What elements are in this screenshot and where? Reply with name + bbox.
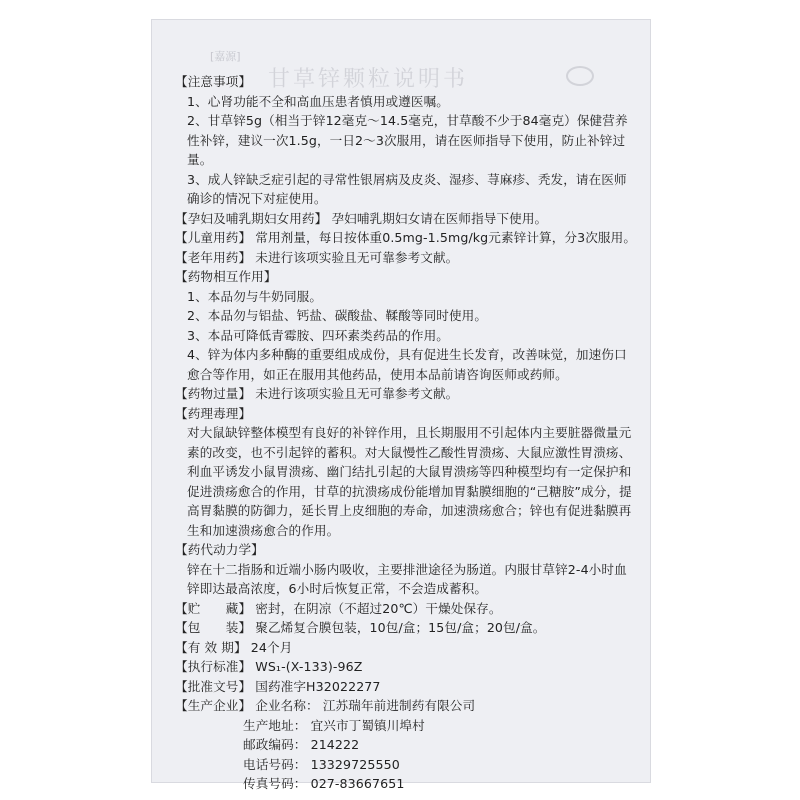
interactions-heading: 【药物相互作用】 [175, 269, 277, 284]
validity-section [175, 638, 637, 658]
manufacturer-value: 宜兴市丁蜀镇川埠村 [310, 717, 425, 733]
manufacturer-value: 江苏瑞年前进制药有限公司 [322, 698, 476, 713]
manufacturer-value: 027-83667651 [310, 776, 405, 791]
precaution-item: 1、心肾功能不全和高血压患者慎用或遵医嘱。 [187, 93, 449, 109]
pharmacokinetics-heading: 【药代动力学】 [175, 542, 264, 557]
manufacturer-line [175, 716, 637, 736]
package-heading: 【包 装】 [175, 620, 252, 635]
manufacturer-label: 生产地址： [243, 717, 307, 733]
manufacturer-value: 13329725550 [310, 756, 400, 772]
leaflet-content [175, 72, 637, 794]
bleed-through-title: 甘草锌颗粒说明书 [268, 67, 469, 92]
manufacturer-section [175, 696, 637, 794]
precaution-item: 2、甘草锌5g（相当于锌12毫克～14.5毫克，甘草酸不少于84毫克）保健营养性补锌，建议一次1.5g，一日2～3次服用，请在医师指导下使用，防止补锌过量。 [187, 113, 628, 167]
elderly-section [175, 248, 637, 268]
pharmacology-text: 对大鼠缺锌整体模型有良好的补锌作用，且长期服用不引起体内主要脏器微量元素的改变，也不引起锌的蓄积。对大鼠慢性乙酸性胃溃疡、大鼠应激性胃溃疡、利血平诱发小鼠胃溃疡、幽门结扎引起的大鼠胃溃疡等四种模型均有一定保护和促进溃疡愈合的作用，甘草的抗溃疡成份能增加胃黏膜细胞的“己糖胺”成分，提高胃黏膜的防御力，延长胃上皮细胞的寿命，加速溃疡愈合；锌也有促进黏膜再生和加速溃疡愈合的作用。 [187, 425, 632, 538]
pharmacology-heading: 【药理毒理】 [175, 405, 252, 421]
storage-section [175, 599, 637, 619]
manufacturer-heading: 【生产企业】 [175, 698, 252, 713]
interaction-item: 3、本品可降低青霉胺、四环素类药品的作用。 [187, 327, 449, 343]
interaction-item: 2、本品勿与铝盐、钙盐、碳酸盐、鞣酸等同时使用。 [187, 308, 488, 323]
interaction-item: 4、锌为体内多种酶的重要组成成份，具有促进生长发育，改善味觉，加速伤口愈合等作用，如正在服用其他药品，使用本品前请咨询医师或药师。 [187, 347, 627, 382]
manufacturer-label: 传真号码： [243, 776, 307, 791]
precaution-item: 3、成人锌缺乏症引起的寻常性银屑病及皮炎、湿疹、荨麻疹、秃发，请在医师确诊的情况下对症使用。 [187, 171, 627, 206]
manufacturer-label: 企业名称： [255, 698, 319, 713]
standard-section [175, 657, 637, 677]
interaction-item: 1、本品勿与牛奶同服。 [187, 288, 323, 304]
pharmacokinetics-section [175, 540, 637, 599]
approval-heading: 【批准文号】 [175, 678, 252, 694]
children-section [175, 228, 637, 248]
pharmacology-section [175, 404, 637, 541]
package-text: 聚乙烯复合膜包装，10包/盒；15包/盒；20包/盒。 [255, 620, 546, 635]
interactions-section [175, 267, 637, 384]
children-heading: 【儿童用药】 [175, 230, 252, 245]
manufacturer-label: 电话号码： [243, 756, 307, 772]
precautions-heading: 【注意事项】 [175, 74, 252, 89]
standard-text: WS₁-(X-133)-96Z [255, 659, 363, 674]
approval-section [175, 677, 637, 697]
manufacturer-line [175, 696, 637, 716]
overdose-text: 未进行该项实验且无可靠参考文献。 [255, 386, 459, 401]
package-section [175, 618, 637, 638]
pregnancy-heading: 【孕妇及哺乳期妇女用药】 [175, 210, 328, 226]
standard-heading: 【执行标准】 [175, 659, 252, 674]
overdose-heading: 【药物过量】 [175, 386, 252, 401]
pregnancy-section [175, 209, 637, 229]
precautions-section [175, 72, 637, 209]
manufacturer-label: 邮政编码： [243, 737, 307, 752]
manufacturer-line [175, 774, 637, 794]
manufacturer-line [175, 755, 637, 775]
children-text: 常用剂量，每日按体重0.5mg-1.5mg/kg元素锌计算，分3次服用。 [255, 230, 637, 245]
elderly-text: 未进行该项实验且无可靠参考文献。 [255, 249, 459, 265]
validity-text: 24个月 [250, 639, 293, 655]
approval-text: 国药准字H32022277 [255, 678, 381, 694]
manufacturer-value: 214222 [310, 737, 360, 752]
storage-heading: 【贮 藏】 [175, 600, 252, 616]
storage-text: 密封，在阴凉（不超过20℃）干燥处保存。 [255, 600, 502, 616]
bleed-through-tag: [嘉源] [210, 50, 241, 63]
elderly-heading: 【老年用药】 [175, 249, 252, 265]
pregnancy-text: 孕妇哺乳期妇女请在医师指导下使用。 [331, 210, 548, 226]
pharmacokinetics-text: 锌在十二指肠和近端小肠内吸收，主要排泄途径为肠道。内服甘草锌2-4小时血锌即达最高浓度，6小时后恢复正常，不会造成蓄积。 [187, 561, 627, 596]
overdose-section [175, 384, 637, 404]
validity-heading: 【有 效 期】 [175, 639, 247, 655]
manufacturer-line [175, 735, 637, 755]
